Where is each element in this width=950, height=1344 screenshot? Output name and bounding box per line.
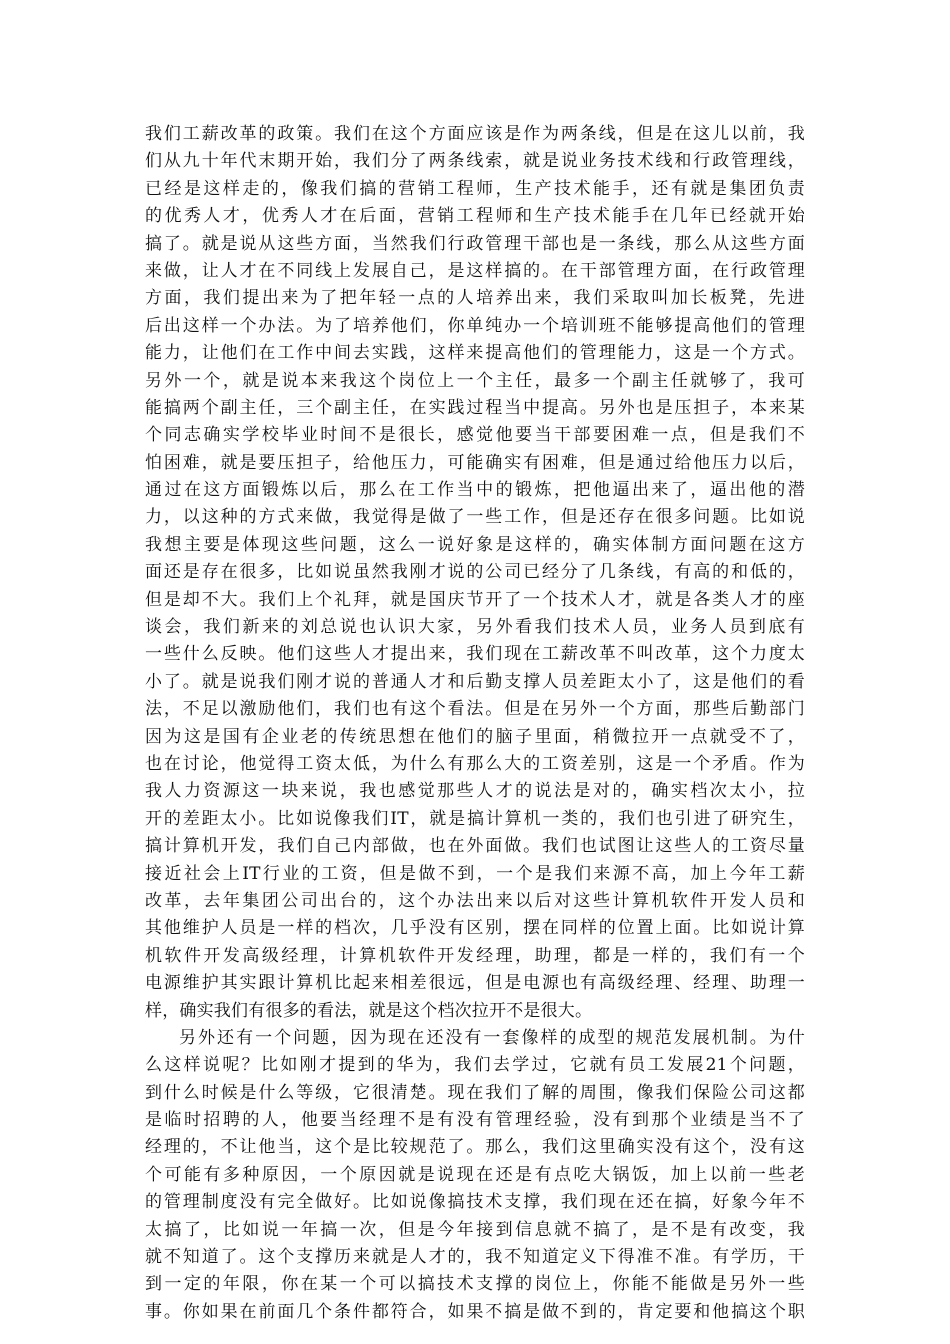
text-line: 电源维护其实跟计算机比起来相差很远，但是电源也有高级经理、经理、助理一 <box>145 973 805 994</box>
text-line: 机软件开发高级经理，计算机软件开发经理，助理，都是一样的，我们有一个 <box>145 945 805 966</box>
text-line: 是临时招聘的人，他要当经理不是有没有管理经验，没有到那个业绩是当不了 <box>145 1110 805 1131</box>
text-line: 小了。就是说我们刚才说的普通人才和后勤支撑人员差距太小了，这是他们的看 <box>145 671 805 692</box>
text-line: 的管理制度没有完全做好。比如说像搞技术支撑，我们现在还在搞，好象今年不 <box>145 1192 805 1213</box>
text-line: 因为这是国有企业老的传统思想在他们的脑子里面，稍微拉开一点就受不了， <box>145 726 805 747</box>
text-line: 来做，让人才在不同线上发展自己，是这样搞的。在干部管理方面，在行政管理 <box>145 260 805 281</box>
text-line: 我人力资源这一块来说，我也感觉那些人才的说法是对的，确实档次太小，拉 <box>145 781 805 802</box>
text-line: 们从九十年代末期开始，我们分了两条线索，就是说业务技术线和行政管理线， <box>145 151 805 172</box>
paragraph-1 <box>145 121 805 1025</box>
text-line: 另外还有一个问题，因为现在还没有一套像样的成型的规范发展机制。为什 <box>179 1027 805 1048</box>
text-line: 方面，我们提出来为了把年轻一点的人培养出来，我们采取叫加长板凳，先进 <box>145 288 805 309</box>
text-line: 谈会，我们新来的刘总说也认识大家，另外看我们技术人员，业务人员到底有 <box>145 617 805 638</box>
text-line: 我想主要是体现这些问题，这么一说好象是这样的，确实体制方面问题在这方 <box>145 534 805 555</box>
text-line: 个可能有多种原因，一个原因就是说现在还是有点吃大锅饭，加上以前一些老 <box>145 1164 805 1185</box>
text-line: 但是却不大。我们上个礼拜，就是国庆节开了一个技术人才，就是各类人才的座 <box>145 589 805 610</box>
text-line: 后出这样一个办法。为了培养他们，你单纯办一个培训班不能够提高他们的管理 <box>145 315 805 336</box>
text-line: 怕困难，就是要压担子，给他压力，可能确实有困难，但是通过给他压力以后， <box>145 452 805 473</box>
text-line: 能搞两个副主任，三个副主任，在实践过程当中提高。另外也是压担子，本来某 <box>145 397 805 418</box>
text-line: 个同志确实学校毕业时间不是很长，感觉他要当干部要困难一点，但是我们不 <box>145 425 805 446</box>
text-line: 到一定的年限，你在某一个可以搞技术支撑的岗位上，你能不能做是另外一些 <box>145 1274 805 1295</box>
text-line: 到什么时候是什么等级，它很清楚。现在我们了解的周围，像我们保险公司这都 <box>145 1082 805 1103</box>
text-line: 样，确实我们有很多的看法，就是这个档次拉开不是很大。 <box>145 1000 593 1021</box>
text-line: 就不知道了。这个支撑历来就是人才的，我不知道定义下得准不准。有学历，干 <box>145 1247 805 1268</box>
text-line: 已经是这样走的，像我们搞的营销工程师，生产技术能手，还有就是集团负责 <box>145 178 805 199</box>
document-body <box>145 121 805 1326</box>
text-line: 力，以这种的方式来做，我觉得是做了一些工作，但是还存在很多问题。比如说 <box>145 507 805 528</box>
text-line: 能力，让他们在工作中间去实践，这样来提高他们的管理能力，这是一个方式。 <box>145 343 805 364</box>
text-line: 法，不足以激励他们，我们也有这个看法。但是在另外一个方面，那些后勤部门 <box>145 699 805 720</box>
text-line: 搞了。就是说从这些方面，当然我们行政管理干部也是一条线，那么从这些方面 <box>145 233 805 254</box>
text-line: 接近社会上IT行业的工资，但是做不到，一个是我们来源不高，加上今年工薪 <box>145 863 805 884</box>
paragraph-2 <box>145 1025 805 1326</box>
text-line: 太搞了，比如说一年搞一次，但是今年接到信息就不搞了，是不是有改变，我 <box>145 1219 805 1240</box>
text-line: 么这样说呢？比如刚才提到的华为，我们去学过，它就有员工发展21个问题， <box>145 1055 805 1076</box>
text-line: 搞计算机开发，我们自己内部做，也在外面做。我们也试图让这些人的工资尽量 <box>145 836 805 857</box>
text-line: 其他维护人员是一样的档次，几乎没有区别，摆在同样的位置上面。比如说计算 <box>145 918 805 939</box>
text-line: 面还是存在很多，比如说虽然我刚才说的公司已经分了几条线，有高的和低的， <box>145 562 805 583</box>
text-line: 开的差距太小。比如说像我们IT，就是搞计算机一类的，我们也引进了研究生， <box>145 808 805 829</box>
text-line: 通过在这方面锻炼以后，那么在工作当中的锻炼，把他逼出来了，逼出他的潜 <box>145 480 805 501</box>
text-line: 也在讨论，他觉得工资太低，为什么有那么大的工资差别，这是一个矛盾。作为 <box>145 753 805 774</box>
text-line: 经理的，不让他当，这个是比较规范了。那么，我们这里确实没有这个，没有这 <box>145 1137 805 1158</box>
text-line: 的优秀人才，优秀人才在后面，营销工程师和生产技术能手在几年已经就开始 <box>145 206 805 227</box>
text-line: 另外一个，就是说本来我这个岗位上一个主任，最多一个副主任就够了，我可 <box>145 370 805 391</box>
text-line: 我们工薪改革的政策。我们在这个方面应该是作为两条线，但是在这儿以前，我 <box>145 124 805 144</box>
text-line: 改革，去年集团公司出台的，这个办法出来以后对这些计算机软件开发人员和 <box>145 890 805 911</box>
text-line: 事。你如果在前面几个条件都符合，如果不搞是做不到的，肯定要和他搞这个职 <box>145 1301 805 1322</box>
text-line: 一些什么反映。他们这些人才提出来，我们现在工薪改革不叫改革，这个力度太 <box>145 644 805 665</box>
